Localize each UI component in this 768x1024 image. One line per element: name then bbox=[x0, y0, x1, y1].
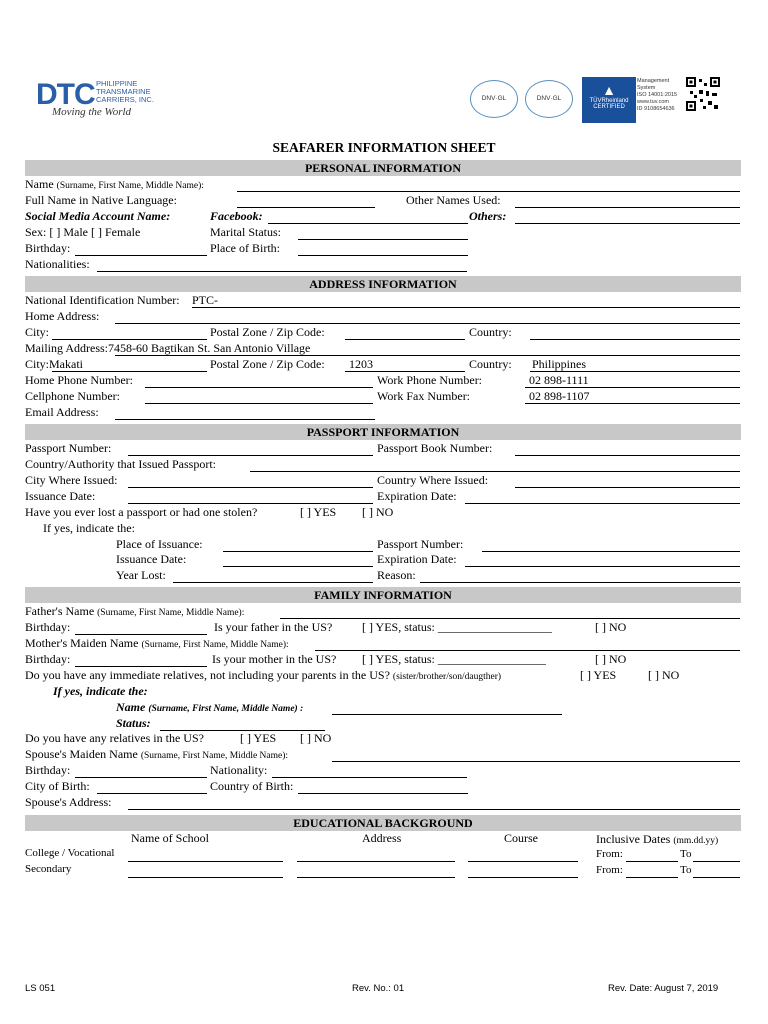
work-fax-field[interactable] bbox=[525, 403, 740, 404]
issuing-authority-field[interactable] bbox=[250, 471, 740, 472]
tuv-triangle-icon: ▲ bbox=[602, 82, 616, 98]
spouse-text: Spouse's Maiden Name bbox=[25, 747, 138, 761]
spouse-name-field[interactable] bbox=[332, 761, 740, 762]
father-birthday-field[interactable] bbox=[75, 634, 207, 635]
passport-book-field[interactable] bbox=[515, 455, 740, 456]
father-birthday-label: Birthday: bbox=[25, 620, 71, 634]
nationalities-field[interactable] bbox=[97, 271, 467, 272]
mother-yes-status-checkbox[interactable]: [ ] YES, status: __________________ bbox=[362, 652, 546, 666]
home-address-label: Home Address: bbox=[25, 309, 100, 323]
nin-field[interactable] bbox=[192, 307, 740, 308]
city-field[interactable] bbox=[52, 339, 207, 340]
edu-row-college-label: College / Vocational bbox=[25, 847, 115, 859]
any-relatives-yes-checkbox[interactable]: [ ] YES bbox=[240, 731, 277, 745]
lost-no-checkbox[interactable]: [ ] NO bbox=[362, 505, 394, 519]
passport-number-field[interactable] bbox=[128, 455, 373, 456]
logo-company-name bbox=[96, 80, 154, 104]
father-name-label bbox=[25, 604, 244, 619]
country-issued-label: Country Where Issued: bbox=[377, 473, 489, 487]
native-name-label: Full Name in Native Language: bbox=[25, 193, 177, 207]
city-issued-field[interactable] bbox=[128, 487, 373, 488]
email-label: Email Address: bbox=[25, 405, 99, 419]
spouse-country-birth-field[interactable] bbox=[298, 793, 468, 794]
marital-status-label: Marital Status: bbox=[210, 225, 281, 239]
revision-number: Rev. No.: 01 bbox=[352, 983, 405, 994]
section-header-address: ADDRESS INFORMATION bbox=[25, 276, 741, 292]
lost-passport-number-label: Passport Number: bbox=[377, 537, 464, 551]
dnv-certification-badge-2: DNV·GL bbox=[525, 80, 573, 118]
postal-field[interactable] bbox=[345, 339, 465, 340]
lost-issuance-label: Issuance Date: bbox=[116, 552, 187, 566]
place-issuance-field[interactable] bbox=[223, 551, 373, 552]
mgmt-line3: ISO 14001:2015 bbox=[637, 92, 678, 98]
mgmt-line4: www.tuv.com bbox=[637, 99, 669, 105]
father-yes-status-checkbox[interactable]: [ ] YES, status: ___________________ bbox=[362, 620, 552, 634]
mother-name-field[interactable] bbox=[315, 650, 740, 651]
col-school-header: Name of School bbox=[131, 831, 209, 845]
spouse-address-label: Spouse's Address: bbox=[25, 795, 112, 809]
spouse-city-birth-label: City of Birth: bbox=[25, 779, 90, 793]
logo-line2: TRANSMARINE bbox=[96, 87, 151, 96]
sex-checkboxes[interactable]: Sex: [ ] Male [ ] Female bbox=[25, 225, 141, 239]
postal2-label: Postal Zone / Zip Code: bbox=[210, 357, 325, 371]
home-phone-field[interactable] bbox=[145, 387, 373, 388]
country-issued-field[interactable] bbox=[515, 487, 740, 488]
col-address-header: Address bbox=[362, 831, 402, 845]
passport-number-label: Passport Number: bbox=[25, 441, 112, 455]
country2-label: Country: bbox=[469, 357, 512, 371]
expiration-date-label: Expiration Date: bbox=[377, 489, 457, 503]
father-no-checkbox[interactable]: [ ] NO bbox=[595, 620, 627, 634]
lost-passport-number-field[interactable] bbox=[482, 551, 740, 552]
home-phone-label: Home Phone Number: bbox=[25, 373, 133, 387]
section-header-family: FAMILY INFORMATION bbox=[25, 587, 741, 603]
name-field[interactable] bbox=[237, 191, 740, 192]
passport-book-label: Passport Book Number: bbox=[377, 441, 493, 455]
postal-label: Postal Zone / Zip Code: bbox=[210, 325, 325, 339]
reason-label: Reason: bbox=[377, 568, 416, 582]
spouse-birthday-label: Birthday: bbox=[25, 763, 71, 777]
city2-label bbox=[25, 357, 83, 372]
col-course-header: Course bbox=[504, 831, 538, 845]
cellphone-field[interactable] bbox=[145, 403, 373, 404]
mother-birthday-field[interactable] bbox=[75, 666, 207, 667]
revision-date: Rev. Date: August 7, 2019 bbox=[608, 983, 719, 994]
country-field[interactable] bbox=[530, 339, 740, 340]
relative-name-text: Name bbox=[116, 700, 146, 714]
nin-value[interactable]: PTC- bbox=[192, 293, 219, 307]
name-text: Name bbox=[25, 177, 54, 191]
college-to-field[interactable] bbox=[693, 861, 740, 862]
section-header-personal: PERSONAL INFORMATION bbox=[25, 160, 741, 176]
father-us-question: Is your father in the US? bbox=[214, 620, 333, 634]
secondary-address-field[interactable] bbox=[297, 877, 455, 878]
any-relatives-no-checkbox[interactable]: [ ] NO bbox=[300, 731, 332, 745]
city-issued-label: City Where Issued: bbox=[25, 473, 118, 487]
relatives-text: Do you have any immediate relatives, not including your parents in the US? bbox=[25, 668, 390, 682]
relative-name-label bbox=[116, 700, 303, 715]
country-label: Country: bbox=[469, 325, 512, 339]
college-to-label: To bbox=[680, 848, 692, 860]
year-lost-field[interactable] bbox=[173, 582, 373, 583]
spouse-hint: (Surname, First Name, Middle Name): bbox=[140, 751, 289, 761]
relatives-yes-checkbox[interactable]: [ ] YES bbox=[580, 668, 617, 682]
page-title: SEAFARER INFORMATION SHEET bbox=[272, 140, 496, 155]
dnv-certification-badge: DNV·GL bbox=[470, 80, 518, 118]
mailing-address-label bbox=[25, 341, 310, 356]
reason-field[interactable] bbox=[420, 582, 740, 583]
father-name-field[interactable] bbox=[280, 618, 740, 619]
place-of-birth-field[interactable] bbox=[298, 255, 468, 256]
relative-name-hint: (Surname, First Name, Middle Name) : bbox=[148, 704, 304, 714]
issuance-date-field[interactable] bbox=[128, 503, 373, 504]
facebook-field[interactable] bbox=[268, 223, 468, 224]
tuv-sub: CERTIFIED bbox=[593, 104, 625, 110]
secondary-from-label: From: bbox=[596, 864, 623, 876]
mother-hint: (Surname, First Name, Middle Name): bbox=[141, 640, 289, 650]
relative-name-field[interactable] bbox=[332, 714, 562, 715]
work-phone-field[interactable] bbox=[525, 387, 740, 388]
city2-text: City: bbox=[25, 357, 50, 371]
mother-name-label bbox=[25, 636, 289, 651]
logo-brand: DTC bbox=[36, 78, 95, 111]
mailing-text: Mailing Address: bbox=[25, 341, 108, 355]
place-of-birth-label: Place of Birth: bbox=[210, 241, 280, 255]
father-text: Father's Name bbox=[25, 604, 95, 618]
section-header-education: EDUCATIONAL BACKGROUND bbox=[25, 815, 741, 831]
col-dates-text: Inclusive Dates bbox=[596, 832, 671, 846]
name-hint: (Surname, First Name, Middle Name): bbox=[56, 181, 204, 191]
qr-code-icon bbox=[686, 77, 720, 111]
place-issuance-label: Place of Issuance: bbox=[116, 537, 203, 551]
native-name-field[interactable] bbox=[237, 207, 375, 208]
others-label: Others: bbox=[469, 209, 507, 223]
nin-label: National Identification Number: bbox=[25, 293, 180, 307]
work-phone-value[interactable]: 02 898-1111 bbox=[529, 373, 589, 387]
year-lost-label: Year Lost: bbox=[116, 568, 166, 582]
cellphone-label: Cellphone Number: bbox=[25, 389, 120, 403]
spouse-city-birth-field[interactable] bbox=[97, 793, 207, 794]
secondary-school-field[interactable] bbox=[128, 877, 283, 878]
father-hint: (Surname, First Name, Middle Name): bbox=[97, 608, 245, 618]
tuv-certification-badge bbox=[582, 77, 636, 123]
mailing-address-field[interactable] bbox=[115, 355, 740, 356]
college-school-field[interactable] bbox=[128, 861, 283, 862]
lost-yes-checkbox[interactable]: [ ] YES bbox=[300, 505, 337, 519]
edu-row-secondary-label: Secondary bbox=[25, 863, 72, 875]
facebook-label: Facebook: bbox=[210, 209, 263, 223]
relatives-no-checkbox[interactable]: [ ] NO bbox=[648, 668, 680, 682]
name-label bbox=[25, 177, 204, 192]
relative-status-label: Status: bbox=[116, 716, 151, 730]
postal2-field[interactable] bbox=[345, 371, 465, 372]
mgmt-line5: ID 9108654636 bbox=[637, 106, 675, 112]
work-phone-label: Work Phone Number: bbox=[377, 373, 483, 387]
secondary-from-field[interactable] bbox=[626, 877, 678, 878]
secondary-to-field[interactable] bbox=[693, 877, 740, 878]
expiration-date-field[interactable] bbox=[465, 503, 740, 504]
section-header-passport: PASSPORT INFORMATION bbox=[25, 424, 741, 440]
logo-line1: PHILIPPINE bbox=[96, 79, 138, 88]
nationalities-label: Nationalities: bbox=[25, 257, 90, 271]
logo-tagline: Moving the World bbox=[52, 106, 132, 118]
family-if-yes-label: If yes, indicate the: bbox=[53, 684, 148, 698]
mother-no-checkbox[interactable]: [ ] NO bbox=[595, 652, 627, 666]
secondary-to-label: To bbox=[680, 864, 692, 876]
college-from-field[interactable] bbox=[626, 861, 678, 862]
mother-birthday-label: Birthday: bbox=[25, 652, 71, 666]
others-field[interactable] bbox=[515, 223, 740, 224]
marital-status-field[interactable] bbox=[298, 239, 468, 240]
tuv-label: TÜVRheinland bbox=[589, 98, 629, 104]
mgmt-line1: Management bbox=[637, 78, 670, 84]
country2-field[interactable] bbox=[530, 371, 740, 372]
postal2-value[interactable]: 1203 bbox=[349, 357, 373, 371]
work-fax-value[interactable]: 02 898-1107 bbox=[529, 389, 590, 403]
spouse-country-birth-label: Country of Birth: bbox=[210, 779, 294, 793]
college-address-field[interactable] bbox=[297, 861, 455, 862]
city-label: City: bbox=[25, 325, 50, 339]
col-dates-header bbox=[596, 832, 718, 847]
issuing-authority-label: Country/Authority that Issued Passport: bbox=[25, 457, 216, 471]
relatives-question bbox=[25, 668, 501, 683]
mother-text: Mother's Maiden Name bbox=[25, 636, 139, 650]
lost-expiration-field[interactable] bbox=[465, 566, 740, 567]
other-names-field[interactable] bbox=[515, 207, 740, 208]
management-system-info bbox=[637, 78, 677, 113]
mgmt-line2: System bbox=[637, 85, 656, 91]
work-fax-label: Work Fax Number: bbox=[377, 389, 471, 403]
spouse-nationality-label: Nationality: bbox=[210, 763, 268, 777]
email-field[interactable] bbox=[115, 419, 375, 420]
spouse-nationality-field[interactable] bbox=[272, 777, 467, 778]
social-media-label: Social Media Account Name: bbox=[25, 209, 171, 223]
any-relatives-question: Do you have any relatives in the US? bbox=[25, 731, 204, 745]
secondary-course-field[interactable] bbox=[468, 877, 578, 878]
other-names-label: Other Names Used: bbox=[406, 193, 501, 207]
if-yes-label: If yes, indicate the: bbox=[43, 521, 135, 535]
lost-issuance-field[interactable] bbox=[223, 566, 373, 567]
issuance-date-label: Issuance Date: bbox=[25, 489, 96, 503]
logo-line3: CARRIERS, INC. bbox=[96, 95, 154, 104]
college-from-label: From: bbox=[596, 848, 623, 860]
birthday-label: Birthday: bbox=[25, 241, 71, 255]
city2-field[interactable] bbox=[52, 371, 207, 372]
mailing-address-value[interactable]: 7458-60 Bagtikan St. San Antonio Village bbox=[108, 341, 311, 355]
mother-us-question: Is your mother in the US? bbox=[212, 652, 337, 666]
college-course-field[interactable] bbox=[468, 861, 578, 862]
city2-value[interactable]: Makati bbox=[49, 357, 84, 371]
form-code: LS 051 bbox=[25, 983, 56, 994]
spouse-address-field[interactable] bbox=[128, 809, 740, 810]
relatives-hint: (sister/brother/son/daugther) bbox=[392, 672, 502, 682]
spouse-name-label bbox=[25, 747, 288, 762]
col-dates-hint: (mm.dd.yy) bbox=[673, 836, 719, 846]
lost-expiration-label: Expiration Date: bbox=[377, 552, 457, 566]
spouse-birthday-field[interactable] bbox=[75, 777, 207, 778]
home-address-field[interactable] bbox=[115, 323, 740, 324]
birthday-field[interactable] bbox=[75, 255, 207, 256]
country2-value[interactable]: Philippines bbox=[532, 357, 587, 371]
lost-passport-question: Have you ever lost a passport or had one stolen? bbox=[25, 505, 258, 519]
